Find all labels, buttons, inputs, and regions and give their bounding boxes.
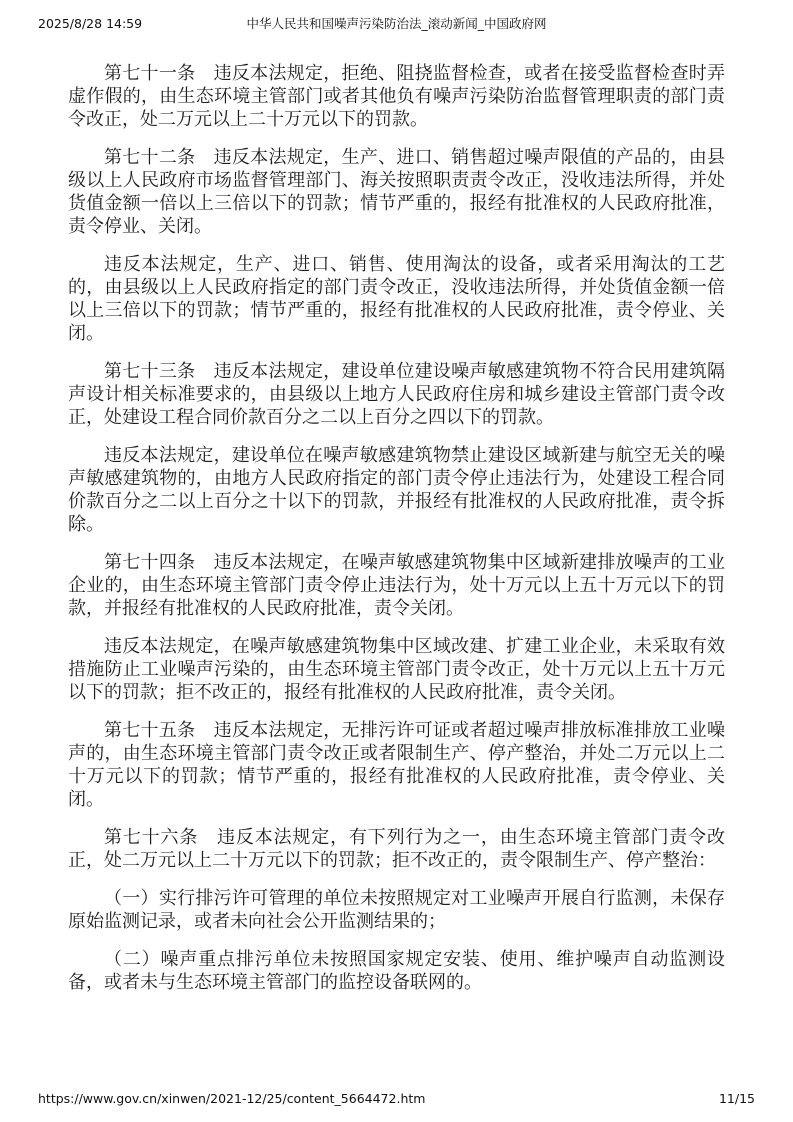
print-footer [38,1091,755,1106]
article-paragraph-76-item-2: （二）噪声重点排污单位未按照国家规定安装、使用、维护噪声自动监测设备，或者未与生态环境主管部门的监控设备联网的。 [68,949,725,993]
article-paragraph-71: 第七十一条 违反本法规定，拒绝、阻挠监督检查，或者在接受监督检查时弄虚作假的，由生态环境主管部门或者其他负有噪声污染防治监督管理职责的部门责令改正，处二万元以上二十万元以下的罚款。 [68,63,725,130]
article-paragraph-74: 第七十四条 违反本法规定，在噪声敏感建筑物集中区域新建排放噪声的工业企业的，由生态环境主管部门责令停止违法行为，处十万元以上五十万元以下的罚款，并报经有批准权的人民政府批准，责令关闭。 [68,552,725,619]
article-paragraph-76-item-1: （一）实行排污许可管理的单位未按照规定对工业噪声开展自行监测，未保存原始监测记录，或者未向社会公开监测结果的； [68,888,725,932]
article-paragraph-74b: 违反本法规定，在噪声敏感建筑物集中区域改建、扩建工业企业，未采取有效措施防止工业噪声污染的，由生态环境主管部门责令改正，处十万元以上五十万元以下的罚款；拒不改正的，报经有批准权的人民政府批准，责令关闭。 [68,636,725,703]
article-paragraph-72: 第七十二条 违反本法规定，生产、进口、销售超过噪声限值的产品的，由县级以上人民政府市场监督管理部门、海关按照职责责令改正，没收违法所得，并处货值金额一倍以上三倍以下的罚款；情节严重的，报经有批准权的人民政府批准，责令停业、关闭。 [68,147,725,237]
article-paragraph-76: 第七十六条 违反本法规定，有下列行为之一，由生态环境主管部门责令改正，处二万元以上二十万元以下的罚款；拒不改正的，责令限制生产、停产整治： [68,827,725,871]
document-title: 中华人民共和国噪声污染防治法_滚动新闻_中国政府网 [246,16,547,31]
article-body [68,62,725,1009]
article-paragraph-72b: 违反本法规定，生产、进口、销售、使用淘汰的设备，或者采用淘汰的工艺的，由县级以上人民政府指定的部门责令改正，没收违法所得，并处货值金额一倍以上三倍以下的罚款；情节严重的，报经有批准权的人民政府批准，责令停业、关闭。 [68,254,725,344]
print-datetime: 2025/8/28 14:59 [38,15,143,31]
print-header [38,14,755,32]
page-number: 11/15 [718,1091,755,1106]
article-paragraph-73b: 违反本法规定，建设单位在噪声敏感建筑物禁止建设区域新建与航空无关的噪声敏感建筑物的，由地方人民政府指定的部门责令停止违法行为，处建设工程合同价款百分之二以上百分之十以下的罚款，并报经有批准权的人民政府批准，责令拆除。 [68,445,725,535]
article-paragraph-75: 第七十五条 违反本法规定，无排污许可证或者超过噪声排放标准排放工业噪声的，由生态环境主管部门责令改正或者限制生产、停产整治，并处二万元以上二十万元以下的罚款；情节严重的，报经有批准权的人民政府批准，责令停业、关闭。 [68,720,725,810]
article-paragraph-73: 第七十三条 违反本法规定，建设单位建设噪声敏感建筑物不符合民用建筑隔声设计相关标准要求的，由县级以上地方人民政府住房和城乡建设主管部门责令改正，处建设工程合同价款百分之二以上百分之四以下的罚款。 [68,361,725,428]
source-url: https://www.gov.cn/xinwen/2021-12/25/content_5664472.htm [38,1091,426,1106]
